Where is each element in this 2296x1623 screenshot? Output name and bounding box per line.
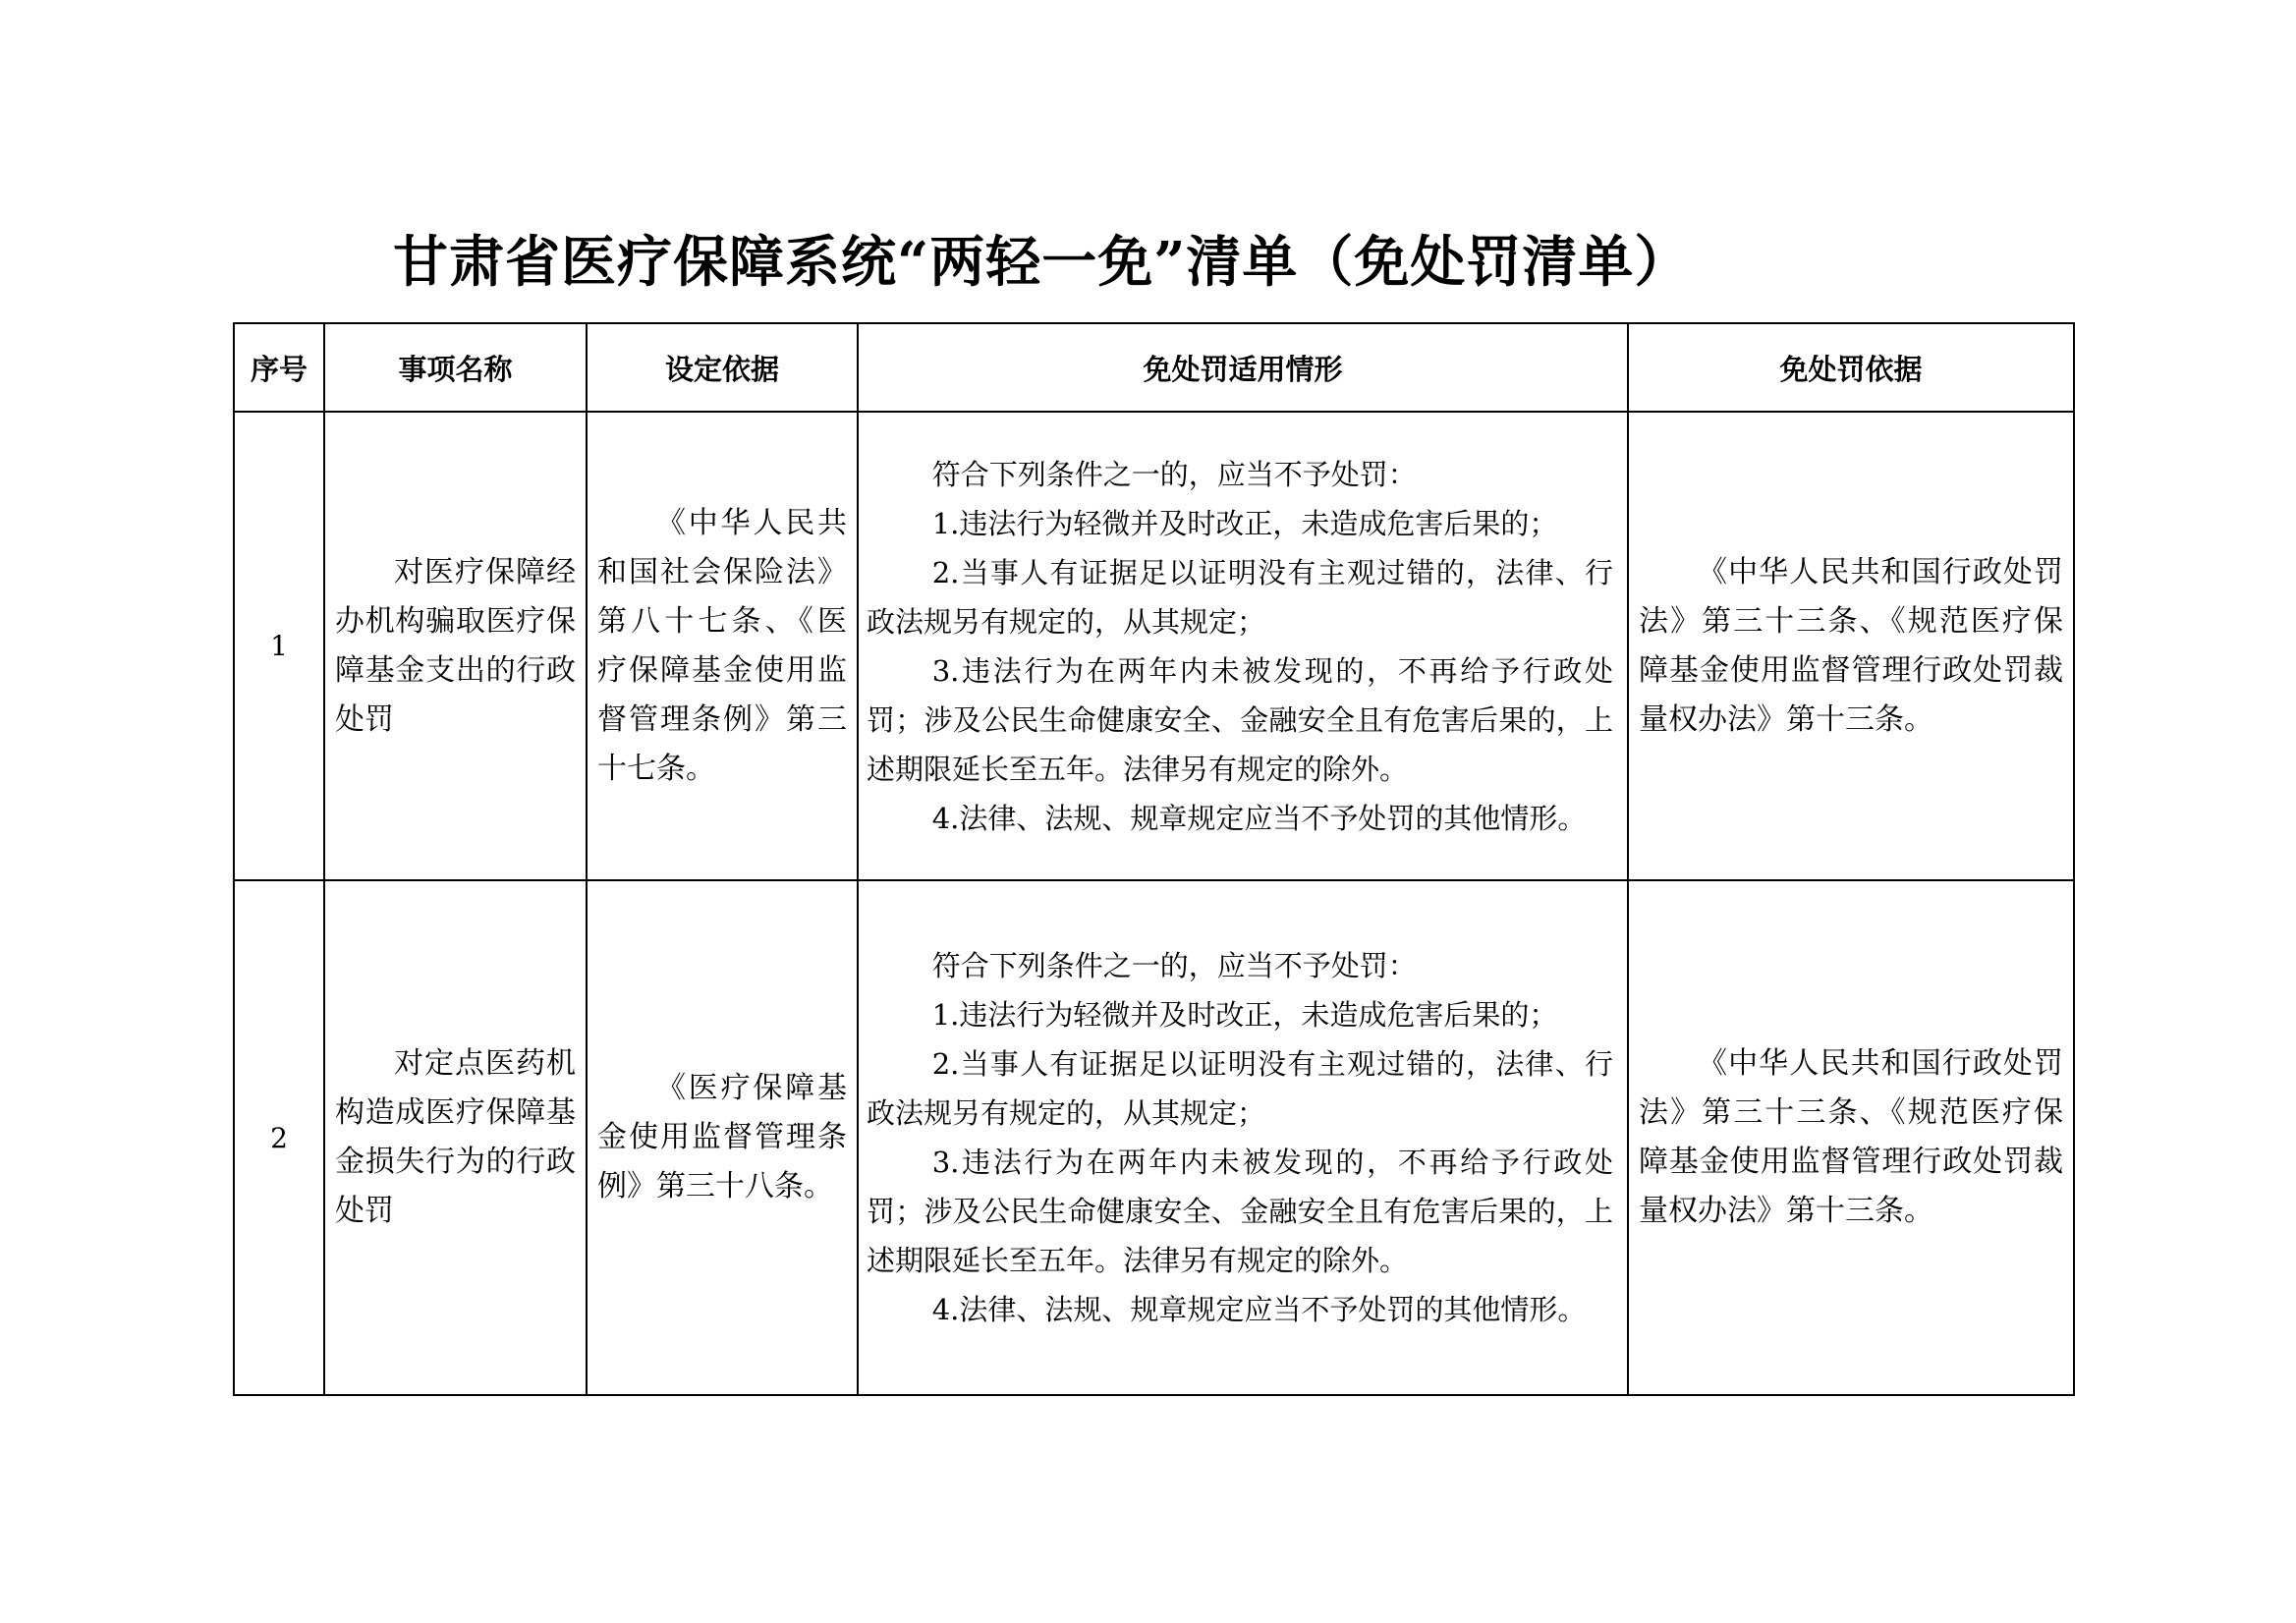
condition-item: 1.违法行为轻微并及时改正，未造成危害后果的； <box>931 998 1558 1032</box>
row-legal-basis-cell <box>587 880 858 1395</box>
exemption-list-table <box>233 322 2075 1396</box>
document-title: 甘肃省医疗保障系统“两轻一免”清单（免处罚清单） <box>393 230 1691 295</box>
condition-item: 4.法律、法规、规章规定应当不予处罚的其他情形。 <box>931 1293 1587 1326</box>
row-item-name: 对医疗保障经办机构骗取医疗保障基金支出的行政处罚 <box>335 554 576 737</box>
header-legal-basis: 设定依据 <box>587 323 858 412</box>
row-item-name: 对定点医药机构造成医疗保障基金损失行为的行政处罚 <box>335 1046 576 1228</box>
row-exemption-basis: 《中华人民共和国行政处罚法》第三十三条、《规范医疗保障基金使用监督管理行政处罚裁量权办法》第十三条。 <box>1639 1046 2063 1228</box>
row-item-name-cell <box>324 880 587 1395</box>
row-legal-basis-cell <box>587 412 858 880</box>
condition-item: 1.违法行为轻微并及时改正，未造成危害后果的； <box>931 506 1558 540</box>
row-legal-basis: 《医疗保障基金使用监督管理条例》第三十八条。 <box>597 1071 847 1203</box>
header-exemption-conditions: 免处罚适用情形 <box>858 323 1628 412</box>
row-seq: 1 <box>234 412 324 880</box>
header-item-name: 事项名称 <box>324 323 587 412</box>
header-exemption-basis: 免处罚依据 <box>1628 323 2074 412</box>
row-legal-basis: 《中华人民共和国社会保险法》第八十七条、《医疗保障基金使用监督管理条例》第三十七条。 <box>597 505 847 786</box>
condition-item: 2.当事人有证据足以证明没有主观过错的，法律、行政法规另有规定的，从其规定； <box>867 1047 1613 1130</box>
condition-item: 3.违法行为在两年内未被发现的，不再给予行政处罚；涉及公民生命健康安全、金融安全且有危害后果的，上述期限延长至五年。法律另有规定的除外。 <box>867 1146 1613 1277</box>
table-row <box>234 880 2074 1395</box>
row-conditions-cell <box>858 412 1628 880</box>
condition-item: 2.当事人有证据足以证明没有主观过错的，法律、行政法规另有规定的，从其规定； <box>867 555 1613 639</box>
row-conditions-cell <box>858 880 1628 1395</box>
condition-item: 4.法律、法规、规章规定应当不予处罚的其他情形。 <box>931 801 1587 835</box>
row-exemption-basis-cell <box>1628 880 2074 1395</box>
condition-intro: 符合下列条件之一的，应当不予处罚： <box>931 949 1417 982</box>
row-item-name-cell <box>324 412 587 880</box>
row-seq: 2 <box>234 880 324 1395</box>
header-seq: 序号 <box>234 323 324 412</box>
table-header-row <box>234 323 2074 412</box>
row-exemption-basis: 《中华人民共和国行政处罚法》第三十三条、《规范医疗保障基金使用监督管理行政处罚裁量权办法》第十三条。 <box>1639 554 2063 737</box>
row-exemption-basis-cell <box>1628 412 2074 880</box>
condition-item: 3.违法行为在两年内未被发现的，不再给予行政处罚；涉及公民生命健康安全、金融安全且有危害后果的，上述期限延长至五年。法律另有规定的除外。 <box>867 653 1613 786</box>
condition-intro: 符合下列条件之一的，应当不予处罚： <box>931 457 1417 491</box>
table-row <box>234 412 2074 880</box>
